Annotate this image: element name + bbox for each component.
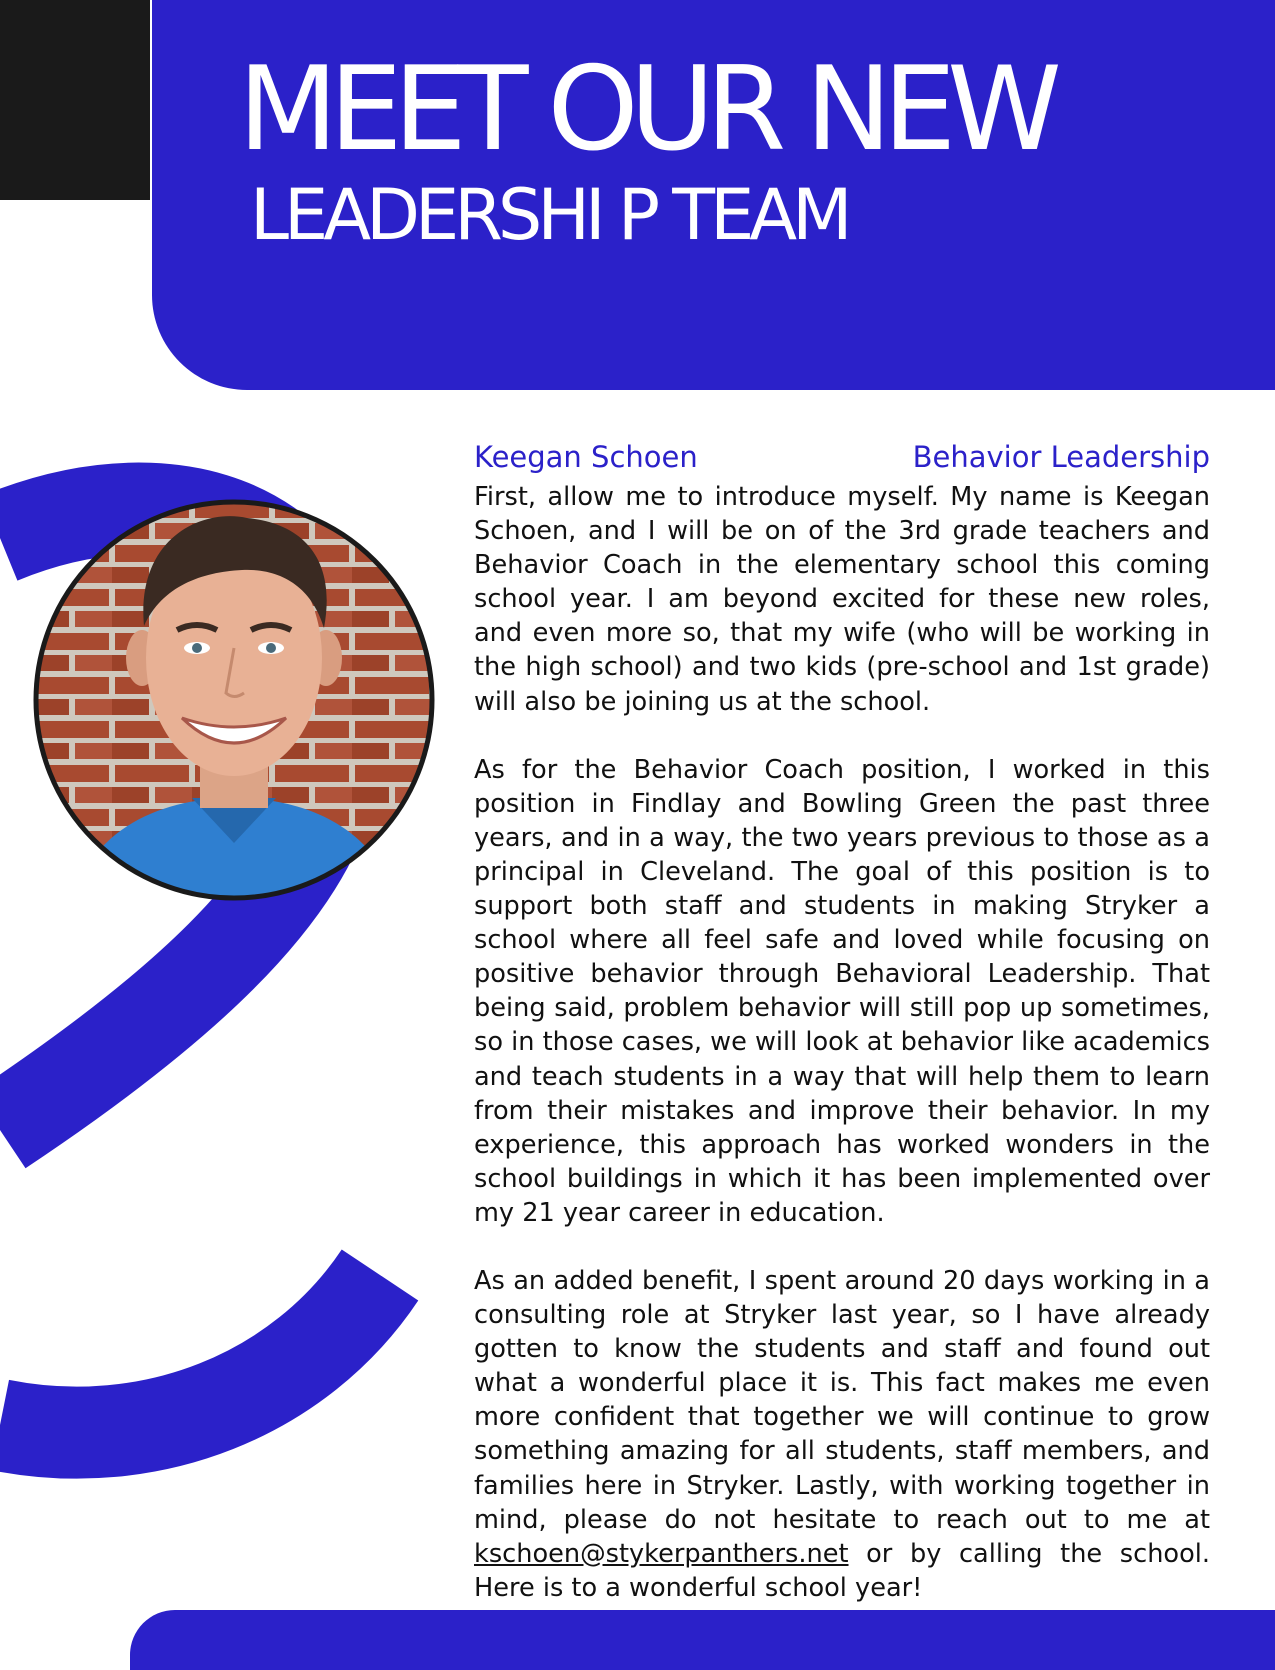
email-link[interactable]: kschoen@stykerpanthers.net: [474, 1538, 849, 1569]
bio-text: [474, 480, 1210, 1605]
bio-paragraph-1: First, allow me to introduce myself. My name is Keegan Schoen, and I will be on of the 3rd grade teachers and Behavior Coach in the elementary school this coming school year. I am beyond excited for these new roles, and even more so, that my wife (who will be working in the high school) and two kids (pre-school and 1st grade) will also be joining us at the school.: [474, 482, 1210, 717]
page-title: MEET OUR NEW: [238, 42, 1053, 177]
portrait-photo: [32, 498, 436, 902]
page-subtitle: LEADERSHI P TEAM: [250, 174, 848, 256]
bio-paragraph-3-start: As an added benefit, I spent around 20 days working in a consulting role at Stryker last year, so I have already gotten to know the students and staff and found out what a wonderful place it is. This fact makes me even more confident that together we will continue to grow something amazing for all students, staff members, and families here in Stryker. Lastly, with working together in mind, please do not hesitate to reach out to me at: [474, 1265, 1210, 1535]
person-name: Keegan Schoen: [474, 440, 698, 474]
footer-banner: [130, 1610, 1275, 1670]
bio-paragraph-2: As for the Behavior Coach position, I worked in this position in Findlay and Bowling Green the past three years, and in a way, the two years previous to those as a principal in Cleveland. The goal of this position is to support both staff and students in making Stryker a school where all feel safe and loved while focusing on positive behavior through Behavioral Leadership. That being said, problem behavior will still pop up sometimes, so in those cases, we will look at behavior like academics and teach students in a way that will help them to learn from their mistakes and improve their behavior. In my experience, this approach has worked wonders in the school buildings in which it has been implemented over my 21 year career in education.: [474, 754, 1210, 1228]
person-role: Behavior Leadership: [912, 440, 1210, 474]
bio-paragraph-3-end: or by calling the school. Here is to a wonderful school year!: [474, 1538, 1210, 1603]
bio-paragraph-3: [474, 1264, 1210, 1605]
profile-header: [474, 436, 1210, 478]
